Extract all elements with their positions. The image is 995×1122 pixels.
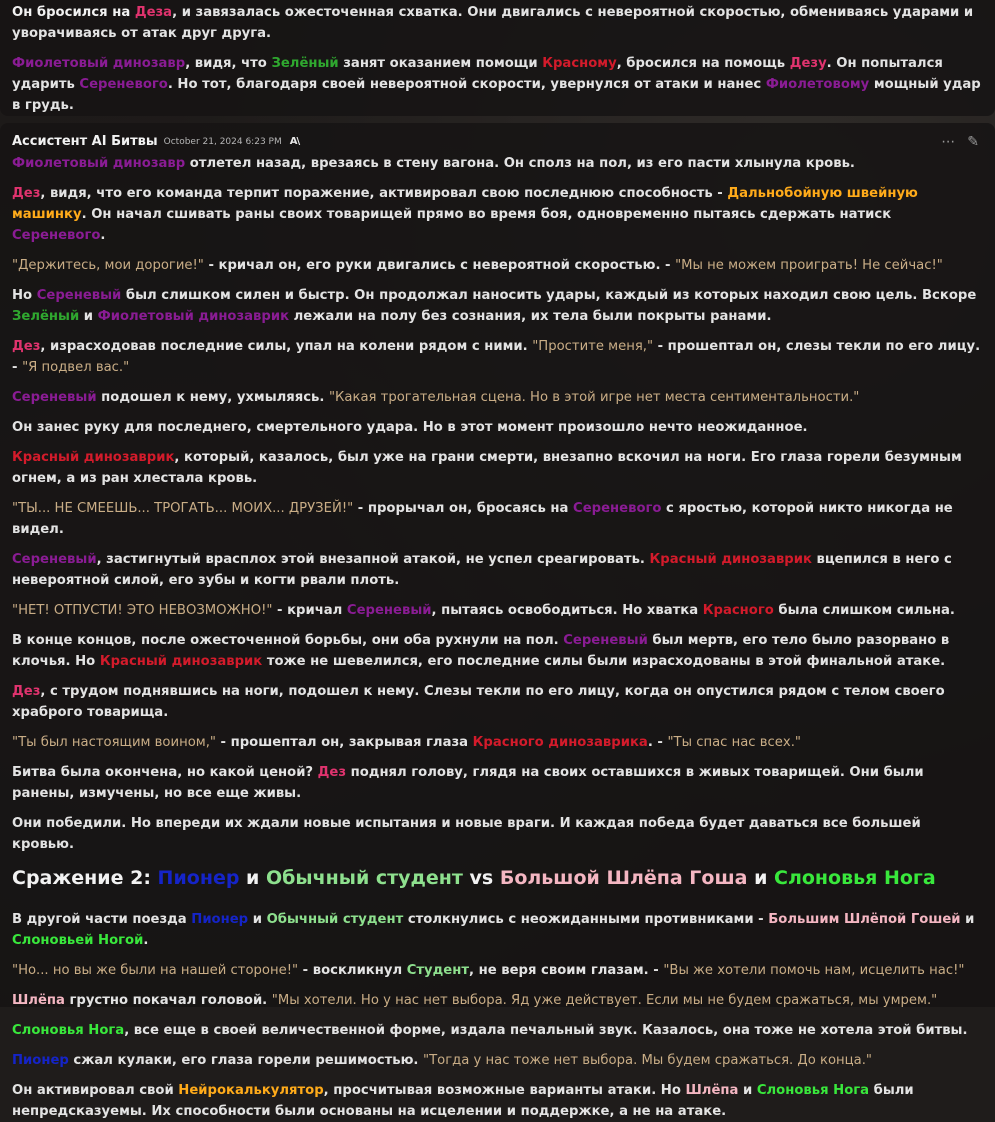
character-name: Слоновьей Ногой bbox=[12, 933, 144, 948]
text: , просчитывая возможные варианты атаки. Но bbox=[323, 1083, 686, 1098]
dialogue-quote: "Ты спас нас всех." bbox=[667, 735, 801, 750]
character-name: Дез bbox=[12, 186, 41, 201]
character-name: Красный динозаврик bbox=[649, 552, 812, 567]
story-paragraph bbox=[12, 549, 983, 591]
character-name: Дез bbox=[12, 339, 41, 354]
story-paragraph bbox=[12, 153, 983, 174]
character-name: Зелёный bbox=[12, 309, 80, 324]
text: , видя, что его команда терпит поражение, активировал свою последнюю способность - bbox=[40, 186, 728, 201]
text: Они победили. Но впереди их ждали новые испытания и новые враги. И каждая победа будет даваться все большей кровью. bbox=[12, 816, 921, 852]
text: . Он начал сшивать раны своих товарищей прямо во время боя, одновременно пытаясь сдержать натиск bbox=[81, 207, 892, 222]
text: , с трудом поднявшись на ноги, подошел к нему. Слезы текли по его лицу, когда он опустился рядом с телом своего храброго товарища. bbox=[12, 684, 945, 720]
character-name: Слоновья Нога bbox=[756, 1083, 870, 1098]
text: , все еще в своей величественной форме, издала печальный звук. Казалось, она тоже не хотела этой битвы. bbox=[124, 1023, 968, 1038]
dialogue-quote: "ТЫ... НЕ СМЕЕШЬ... ТРОГАТЬ... МОИХ... ДРУЗЕЙ!" bbox=[12, 501, 354, 516]
text: отлетел назад, врезаясь в стену вагона. Он сполз на пол, из его пасти хлынула кровь. bbox=[185, 156, 855, 171]
assistant-message bbox=[0, 123, 995, 1119]
text: занят оказанием помощи bbox=[338, 56, 543, 71]
dialogue-quote: "Но... но вы же были на нашей стороне!" bbox=[12, 963, 299, 978]
text: с яростью, которой никто никогда не видел. bbox=[12, 501, 953, 537]
character-name: Обычный студент bbox=[266, 912, 404, 927]
character-name: Шлёпа bbox=[685, 1083, 739, 1098]
text: , бросился на помощь bbox=[616, 56, 790, 71]
message-timestamp: October 21, 2024 6:23 PM bbox=[163, 137, 282, 147]
text: - прошептал он, слезы текли по его лицу. - bbox=[12, 339, 981, 375]
story-paragraph bbox=[12, 336, 983, 378]
story-paragraph bbox=[12, 960, 983, 981]
text: Он бросился на bbox=[12, 5, 135, 20]
story-paragraph bbox=[12, 53, 983, 116]
character-name: Дез bbox=[12, 684, 41, 699]
character-name: Обычный студент bbox=[265, 867, 463, 889]
text: была слишком сильна. bbox=[773, 603, 955, 618]
text: , застигнутый врасплох этой внезапной атакой, не успел среагировать. bbox=[96, 552, 650, 567]
character-name: Слоновья Нога bbox=[12, 1023, 125, 1038]
message-actions bbox=[941, 131, 979, 153]
story-paragraph bbox=[12, 732, 983, 753]
dialogue-quote: "Мы хотели. Но у нас нет выбора. Яд уже действует. Если мы не будем сражаться, мы умрем." bbox=[271, 993, 938, 1008]
story-paragraph bbox=[12, 600, 983, 621]
text: тоже не шевелился, его последние силы были израсходованы в этой финальной атаке. bbox=[262, 654, 946, 669]
character-name: Красный динозаврик bbox=[99, 654, 263, 669]
text: В другой части поезда bbox=[12, 912, 192, 927]
dialogue-quote: "Вы же хотели помочь нам, исцелить нас!" bbox=[663, 963, 965, 978]
ability-name: Дальнобойную швейную машинку bbox=[12, 186, 918, 222]
text: сжал кулаки, его глаза горели решимостью. bbox=[68, 1053, 424, 1068]
character-name: Слоновья Нога bbox=[774, 867, 936, 889]
text: . Он попытался ударить bbox=[12, 56, 943, 92]
character-name: Дез bbox=[317, 765, 347, 780]
ability-name: Нейрокалькулятор bbox=[178, 1083, 324, 1098]
character-name: Фиолетовый динозавр bbox=[12, 56, 186, 71]
heading-text: vs bbox=[462, 867, 500, 889]
heading-text: и bbox=[239, 867, 266, 889]
previous-message bbox=[0, 0, 995, 116]
story-paragraph bbox=[12, 183, 983, 246]
character-name: Сереневый bbox=[36, 288, 122, 303]
author-name[interactable]: Ассистент AI Битвы bbox=[12, 134, 158, 149]
character-name: Пионер bbox=[191, 912, 249, 927]
character-name: Красный динозаврик bbox=[12, 450, 175, 465]
story-paragraph bbox=[12, 498, 983, 540]
story-paragraph bbox=[12, 1080, 983, 1122]
story-paragraph bbox=[12, 990, 983, 1011]
character-name: Шлёпа bbox=[12, 993, 65, 1008]
text: , который, казалось, был уже на грани смерти, внезапно вскочил на ноги. Его глаза горели безумным огнем, а из ран хлестала кровь. bbox=[12, 450, 962, 486]
story-paragraph bbox=[12, 630, 983, 672]
character-name: Сереневого bbox=[79, 77, 168, 92]
story-paragraph bbox=[12, 813, 983, 855]
text: - прошептал он, закрывая глаза bbox=[215, 735, 473, 750]
text: Но bbox=[12, 288, 37, 303]
text: и bbox=[248, 912, 267, 927]
heading-text: и bbox=[747, 867, 775, 889]
text: грустно покачал головой. bbox=[64, 993, 272, 1008]
text: . bbox=[100, 228, 106, 243]
text: , видя, что bbox=[185, 56, 272, 71]
text: и bbox=[79, 309, 98, 324]
character-name: Большой Шлёпа Гоша bbox=[499, 867, 748, 889]
dialogue-quote: "Ты был настоящим воином," bbox=[12, 735, 216, 750]
character-name: Фиолетовый динозавр bbox=[12, 156, 186, 171]
character-name: Пионер bbox=[12, 1053, 69, 1068]
character-name: Сереневый bbox=[12, 390, 97, 405]
text: - кричал он, его руки двигались с невероятной скоростью. - bbox=[203, 258, 676, 273]
character-name: Красного bbox=[702, 603, 774, 618]
text: . Но тот, благодаря своей невероятной скорости, увернулся от атаки и нанес bbox=[167, 77, 766, 92]
story-paragraph bbox=[12, 1050, 983, 1071]
text: были непредсказуемы. Их способности были основаны на исцелении и поддержке, а не на атаке. bbox=[12, 1083, 914, 1119]
text: , не веря своим глазам. - bbox=[469, 963, 664, 978]
text: . bbox=[143, 933, 149, 948]
text: В конце концов, после ожесточенной борьбы, они оба рухнули на пол. bbox=[12, 633, 564, 648]
text: , израсходовав последние силы, упал на колени рядом с ними. bbox=[40, 339, 533, 354]
character-name: Зелёный bbox=[271, 56, 339, 71]
text: подошел к нему, ухмыляясь. bbox=[96, 390, 329, 405]
story-paragraph bbox=[12, 255, 983, 276]
character-name: Красного динозаврика bbox=[472, 735, 648, 750]
character-name: Пионер bbox=[157, 867, 240, 889]
text: - воскликнул bbox=[298, 963, 407, 978]
text: Он активировал свой bbox=[12, 1083, 179, 1098]
character-name: Фиолетовому bbox=[765, 77, 870, 92]
heading-text: Сражение 2: bbox=[12, 867, 158, 889]
text: и bbox=[960, 912, 975, 927]
character-name: Большим Шлёпой Гошей bbox=[768, 912, 961, 927]
character-name: Сереневого bbox=[12, 228, 101, 243]
character-name: Сереневый bbox=[346, 603, 432, 618]
story-paragraph bbox=[12, 762, 983, 804]
story-paragraph bbox=[12, 681, 983, 723]
text: - кричал bbox=[272, 603, 347, 618]
text: столкнулись с неожиданными противниками - bbox=[403, 912, 769, 927]
text: лежали на полу без сознания, их тела были покрыты ранами. bbox=[289, 309, 772, 324]
dialogue-quote: "Какая трогательная сцена. Но в этой игре нет места сентиментальности." bbox=[328, 390, 860, 405]
story-paragraph bbox=[12, 285, 983, 327]
dialogue-quote: "НЕТ! ОТПУСТИ! ЭТО НЕВОЗМОЖНО!" bbox=[12, 603, 273, 618]
text: , и завязалась ожесточенная схватка. Они двигались с невероятной скоростью, обмениваясь ударами и уворачиваясь от атак друг друга. bbox=[12, 5, 974, 41]
text: - прорычал он, бросаясь на bbox=[353, 501, 574, 516]
story-paragraph bbox=[12, 417, 983, 438]
character-name: Сереневый bbox=[563, 633, 648, 648]
text: , пытаясь освободиться. Но хватка bbox=[431, 603, 703, 618]
dialogue-quote: "Мы не можем проиграть! Не сейчас!" bbox=[675, 258, 943, 273]
character-name: Деза bbox=[134, 5, 173, 20]
character-name: Красному bbox=[542, 56, 617, 71]
text: и bbox=[738, 1083, 757, 1098]
character-name: Фиолетовый динозаврик bbox=[97, 309, 290, 324]
more-options-icon[interactable]: ⋯ bbox=[941, 134, 956, 150]
story-paragraph bbox=[12, 1020, 983, 1041]
dialogue-quote: "Держитесь, мои дорогие!" bbox=[12, 258, 204, 273]
story-paragraph bbox=[12, 447, 983, 489]
character-name: Дезу bbox=[789, 56, 827, 71]
text: поднял голову, глядя на своих оставшихся в живых товарищей. Они были ранены, измучены, но все еще живы. bbox=[12, 765, 924, 801]
message-header bbox=[12, 131, 983, 153]
text: Битва была окончена, но какой ценой? bbox=[12, 765, 318, 780]
story-paragraph bbox=[12, 909, 983, 951]
dialogue-quote: "Простите меня," bbox=[532, 339, 654, 354]
story-paragraph bbox=[12, 387, 983, 408]
character-name: Сереневого bbox=[573, 501, 662, 516]
text: был слишком силен и быстр. Он продолжал наносить удары, каждый из которых находил свою цель. Вскоре bbox=[121, 288, 977, 303]
battle-heading bbox=[12, 865, 983, 891]
text: вцепился в него с невероятной силой, его зубы и когти рвали плоть. bbox=[12, 552, 952, 588]
text: . - bbox=[647, 735, 668, 750]
text: был мертв, его тело было разорвано в клочья. Но bbox=[12, 633, 950, 669]
text: Он занес руку для последнего, смертельного удара. Но в этот момент произошло нечто неожиданное. bbox=[12, 420, 808, 435]
edit-icon[interactable]: ✎ bbox=[967, 134, 979, 150]
character-name: Студент bbox=[406, 963, 469, 978]
ai-badge-icon: A\ bbox=[289, 136, 300, 147]
dialogue-quote: "Тогда у нас тоже нет выбора. Мы будем сражаться. До конца." bbox=[423, 1053, 872, 1068]
story-paragraph bbox=[12, 2, 983, 44]
text: мощный удар в грудь. bbox=[12, 77, 981, 113]
character-name: Сереневый bbox=[12, 552, 97, 567]
dialogue-quote: "Я подвел вас." bbox=[22, 360, 130, 375]
